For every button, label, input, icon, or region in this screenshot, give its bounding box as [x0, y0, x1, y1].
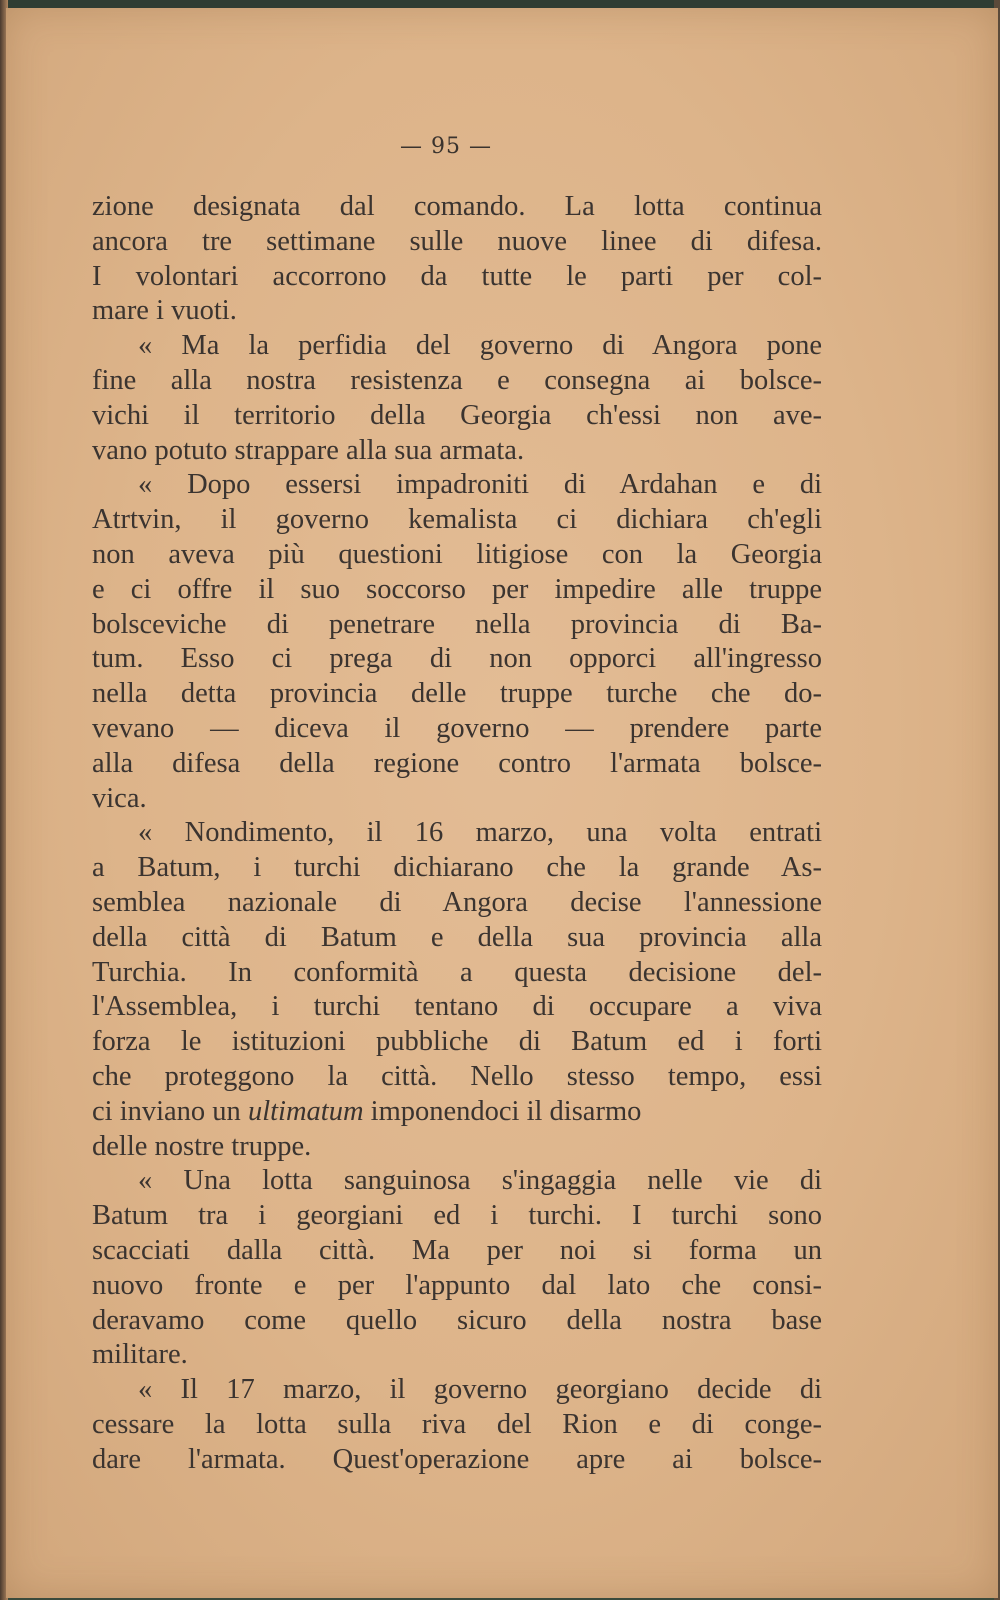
text-line: « Dopo essersi impadroniti di Ardahan e di	[138, 469, 822, 501]
text-line: « Il 17 marzo, il governo georgiano decide di	[138, 1374, 822, 1406]
text-run: ci inviano un	[92, 1095, 248, 1127]
text-line: dare l'armata. Quest'operazione apre ai bolsce-	[92, 1443, 822, 1475]
text-line: e ci offre il suo soccorso per impedire alle truppe	[92, 573, 822, 605]
text-line: « Nondimento, il 16 marzo, una volta entrati	[138, 817, 822, 849]
text-line: della città di Batum e della sua provincia alla	[92, 921, 822, 953]
text-line: Batum tra i georgiani ed i turchi. I turchi sono	[92, 1200, 822, 1232]
text-line: Turchia. In conformità a questa decisione del-	[92, 956, 822, 988]
text-line: deravamo come quello sicuro della nostra base	[92, 1304, 822, 1336]
text-line-ultimatum	[92, 1095, 822, 1130]
text-line: l'Assemblea, i turchi tentano di occupare a viva	[92, 991, 822, 1023]
text-line: vichi il territorio della Georgia ch'essi non ave-	[92, 399, 822, 431]
page-number: — 95 —	[400, 134, 492, 159]
text-line: ancora tre settimane sulle nuove linee di difesa.	[92, 225, 822, 257]
text-line: vano potuto strappare alla sua armata.	[92, 434, 525, 466]
text-line: cessare la lotta sulla riva del Rion e di conge-	[92, 1408, 822, 1440]
text-line: « Ma la perfidia del governo di Angora pone	[138, 330, 822, 362]
italic-word: ultimatum	[247, 1095, 364, 1127]
text-line: fine alla nostra resistenza e consegna ai bolsce-	[92, 364, 822, 396]
text-run: imponendoci il disarmo	[363, 1095, 642, 1127]
text-line: scacciati dalla città. Ma per noi si forma un	[92, 1234, 822, 1266]
text-line: vica.	[92, 782, 147, 814]
text-line: forza le istituzioni pubbliche di Batum ed i forti	[92, 1026, 822, 1058]
text-line: tum. Esso ci prega di non opporci all'ingresso	[92, 643, 822, 675]
text-line: zione designata dal comando. La lotta continua	[92, 191, 822, 222]
text-line: nuovo fronte e per l'appunto dal lato che consi-	[92, 1269, 822, 1301]
text-line: bolsceviche di penetrare nella provincia di Ba-	[92, 608, 822, 640]
book-page	[6, 8, 998, 1598]
text-line: che proteggono la città. Nello stesso tempo, essi	[92, 1060, 822, 1092]
text-line: vevano — diceva il governo — prendere parte	[92, 712, 822, 744]
text-line: mare i vuoti.	[92, 295, 237, 327]
text-line: nella detta provincia delle truppe turche che do-	[92, 678, 822, 710]
text-line: militare.	[92, 1339, 188, 1371]
text-line: Atrtvin, il governo kemalista ci dichiara ch'egli	[92, 504, 822, 536]
text-line: alla difesa della regione contro l'armata bolsce-	[92, 747, 822, 779]
text-line: a Batum, i turchi dichiarano che la grande As-	[92, 852, 822, 884]
page-body-text	[92, 190, 822, 1477]
text-line: non aveva più questioni litigiose con la Georgia	[92, 538, 822, 570]
text-line: delle nostre truppe.	[92, 1130, 312, 1162]
text-line: I volontari accorrono da tutte le parti per col-	[92, 260, 822, 292]
text-line: semblea nazionale di Angora decise l'annessione	[92, 886, 822, 918]
text-line: « Una lotta sanguinosa s'ingaggia nelle vie di	[138, 1165, 822, 1197]
